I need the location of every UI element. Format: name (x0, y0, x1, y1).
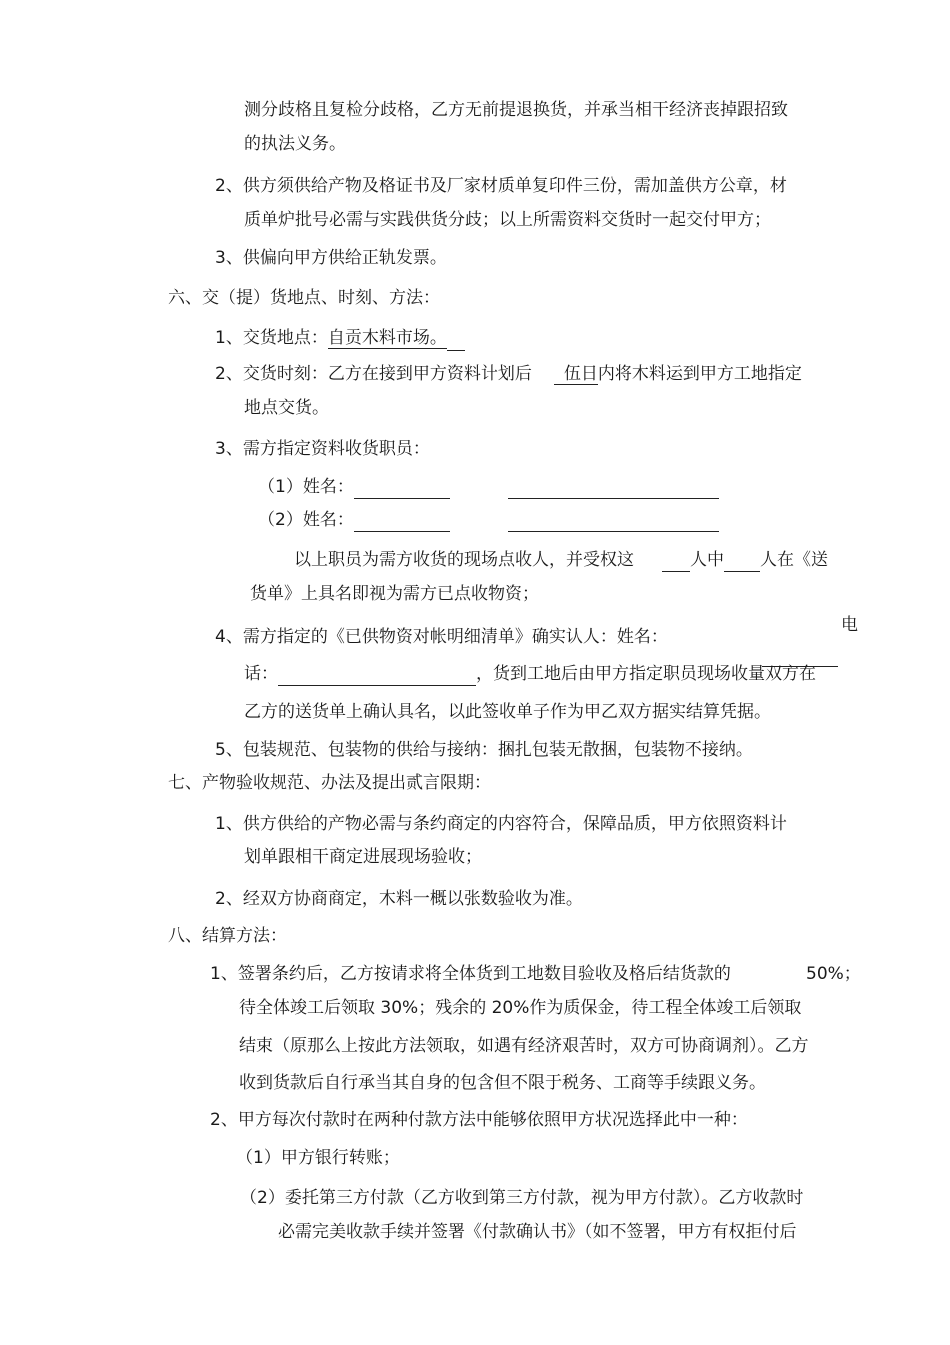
clause-6-2-line-2: 地点交货。 (244, 398, 329, 418)
section-6-heading: 六、交（提）货地点、时刻、方法： (168, 288, 440, 308)
phone-field (278, 665, 476, 686)
delivery-place-value: 自贡木料市场。 (327, 328, 447, 348)
clause-6-2-line-1 (215, 362, 802, 386)
clause-6-5: 5、包装规范、包装物的供给与接纳：捆扎包装无散捆，包装物不接纳。 (215, 740, 753, 760)
clause-5-2-line-2: 质单炉批号必需与实践供货分歧；以上所需资料交货时一起交付甲方； (244, 210, 771, 230)
phone-label-char-1: 电 (841, 615, 858, 635)
clause-6-4-line-3: 乙方的送货单上确认具名，以此签收单子作为甲乙双方据实结算凭据。 (244, 702, 771, 722)
receiver-2-row (258, 508, 719, 532)
authorization-line-1 (294, 548, 828, 572)
delivery-time-text-2: 内将木料运到甲方工地指定 (597, 364, 802, 384)
section-8-heading: 八、结算方法： (168, 926, 287, 946)
clause-6-4-text: ，货到工地后由甲方指定职员现场收量双方在 (476, 664, 816, 684)
clause-5-1-line-1: 测分歧格且复检分歧格，乙方无前提退换货，并承当相干经济丧掉跟招致 (244, 100, 788, 120)
authorization-text-3: 人在《送 (760, 550, 828, 570)
payment-option-2-line-2: 必需完美收款手续并签署《付款确认书》（如不签署，甲方有权拒付后 (278, 1222, 797, 1242)
clause-8-1-line-3: 结束（原那么上按此方法领取，如遇有经济艰苦时，双方可协商调剂）。乙方 (239, 1036, 809, 1056)
authorization-text-2: 人中 (690, 550, 724, 570)
clause-8-1-percent: 50%； (806, 964, 861, 984)
receiver-2-label: （2）姓名： (258, 510, 354, 530)
clause-5-2-line-1: 2、供方须供给产物及格证书及厂家材质单复印件三份，需加盖供方公章，材 (215, 176, 787, 196)
clause-5-1-line-2: 的执法义务。 (244, 134, 346, 154)
clause-6-3: 3、需方指定资料收货职员： (215, 439, 430, 459)
authorized-count-field (724, 551, 760, 572)
clause-7-2: 2、经双方协商商定，木料一概以张数验收为准。 (215, 889, 583, 909)
receiver-2-name-field (354, 511, 450, 532)
authorized-total-field (662, 551, 690, 572)
delivery-place-label: 1、交货地点： (215, 328, 328, 348)
authorization-text: 以上职员为需方收货的现场点收人，并受权这 (294, 550, 634, 570)
clause-6-1 (215, 326, 465, 351)
clause-6-4-line-2 (244, 662, 816, 686)
payment-option-2-line-1: （2）委托第三方付款（乙方收到第三方付款，视为甲方付款）。乙方收款时 (240, 1188, 804, 1208)
section-7-heading: 七、产物验收规范、办法及提出贰言限期： (168, 773, 491, 793)
clause-7-1-line-2: 划单跟相干商定进展现场验收； (244, 847, 482, 867)
clause-7-1-line-1: 1、供方供给的产物必需与条约商定的内容符合，保障品质，甲方依照资料计 (215, 814, 787, 834)
payment-option-1: （1）甲方银行转账； (236, 1148, 400, 1168)
receiver-1-label: （1）姓名： (258, 477, 354, 497)
clause-8-1-line-2: 待全体竣工后领取 30%；残余的 20%作为质保金，待工程全体竣工后领取 (239, 998, 802, 1018)
receiver-1-extra-field (508, 478, 719, 499)
receiver-1-row (258, 475, 719, 499)
clause-8-1-line-1: 1、签署条约后，乙方按请求将全体货到工地数目验收及格后结货款的 (210, 964, 731, 984)
delivery-time-text: 2、交货时刻：乙方在接到甲方资料计划后 (215, 364, 532, 384)
phone-label-char-2: 话： (244, 664, 278, 684)
authorization-line-2: 货单》上具名即视为需方已点收物资； (250, 584, 539, 604)
delivery-days-value: 伍日 (554, 364, 598, 385)
clause-6-4-line-1: 4、需方指定的《已供物资对帐明细清单》确实认人：姓名： (215, 627, 668, 647)
clause-8-2: 2、甲方每次付款时在两种付款方法中能够依照甲方状况选择此中一种： (210, 1110, 748, 1130)
receiver-2-extra-field (508, 511, 719, 532)
blank-line (447, 330, 465, 351)
clause-5-3: 3、供偏向甲方供给正轨发票。 (215, 248, 447, 268)
clause-8-1-line-4: 收到货款后自行承当其自身的包含但不限于税务、工商等手续跟义务。 (239, 1073, 766, 1093)
receiver-1-name-field (354, 478, 450, 499)
